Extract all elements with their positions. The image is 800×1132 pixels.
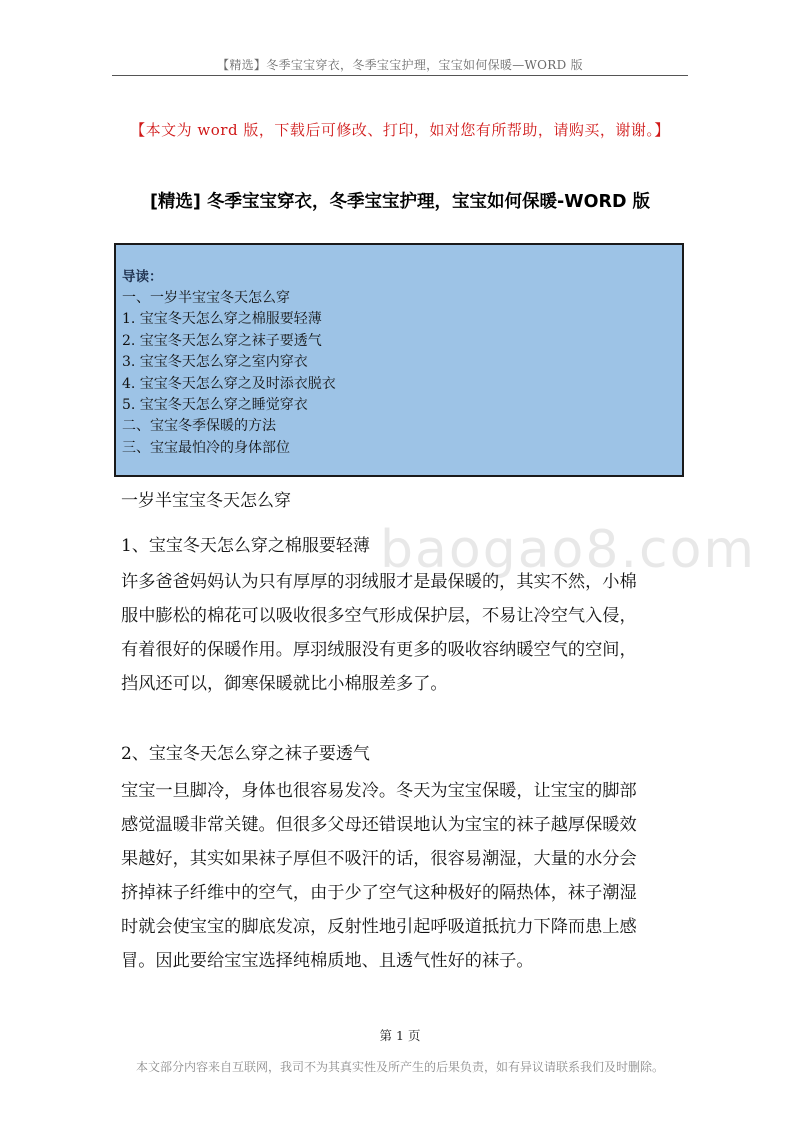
paragraph-line: 服中膨松的棉花可以吸收很多空气形成保护层，不易让冷空气入侵， [121, 606, 637, 626]
watermark: baogao8.com [380, 520, 757, 580]
subsection-heading: 2、宝宝冬天怎么穿之袜子要透气 [121, 744, 370, 764]
guide-item: 一、一岁半宝宝冬天怎么穿 [122, 290, 290, 306]
paragraph-line: 感觉温暖非常关键。但很多父母还错误地认为宝宝的袜子越厚保暖效 [121, 815, 637, 835]
subsection-heading: 1、宝宝冬天怎么穿之棉服要轻薄 [121, 536, 370, 556]
section-heading: 一岁半宝宝冬天怎么穿 [121, 491, 291, 511]
header-rule [112, 75, 688, 76]
guide-item: 三、宝宝最怕冷的身体部位 [122, 439, 290, 456]
guide-item: 2. 宝宝冬天怎么穿之袜子要透气 [122, 332, 322, 349]
paragraph-line: 宝宝一旦脚冷，身体也很容易发冷。冬天为宝宝保暖，让宝宝的脚部 [121, 781, 637, 801]
footer-disclaimer: 本文部分内容来自互联网，我司不为其真实性及所产生的后果负责，如有异议请联系我们及时删除。 [135, 1060, 664, 1074]
paragraph [121, 565, 691, 701]
guide-item: 4. 宝宝冬天怎么穿之及时添衣脱衣 [122, 375, 336, 392]
guide-item: 1. 宝宝冬天怎么穿之棉服要轻薄 [122, 311, 322, 328]
paragraph-line: 许多爸爸妈妈认为只有厚厚的羽绒服才是最保暖的，其实不然，小棉 [121, 572, 637, 592]
guide-item: 3. 宝宝冬天怎么穿之室内穿衣 [122, 354, 308, 371]
guide-item: 二、宝宝冬季保暖的方法 [122, 418, 276, 435]
paragraph [121, 774, 691, 978]
guide-heading: 导读： [122, 269, 163, 285]
running-header: 【精选】冬季宝宝穿衣，冬季宝宝护理，宝宝如何保暖—WORD 版 [217, 58, 583, 72]
purchase-notice: 【本文为 word 版，下载后可修改、打印，如对您有所帮助，请购买，谢谢。】 [130, 121, 670, 139]
paragraph-line: 冒。因此要给宝宝选择纯棉质地、且透气性好的袜子。 [121, 951, 534, 971]
paragraph-line: 时就会使宝宝的脚底发凉，反射性地引起呼吸道抵抗力下降而患上感 [121, 917, 637, 937]
paragraph-line: 果越好，其实如果袜子厚但不吸汗的话，很容易潮湿，大量的水分会 [121, 849, 637, 869]
paragraph-line: 有着很好的保暖作用。厚羽绒服没有更多的吸收容纳暖空气的空间， [121, 640, 637, 660]
paragraph-line: 挡风还可以，御寒保暖就比小棉服差多了。 [121, 674, 448, 694]
paragraph-line: 挤掉袜子纤维中的空气，由于少了空气这种极好的隔热体，袜子潮湿 [121, 883, 637, 903]
page-number: 第 1 页 [379, 1028, 421, 1043]
guide-item: 5. 宝宝冬天怎么穿之睡觉穿衣 [122, 396, 308, 413]
document-title: [精选] 冬季宝宝穿衣，冬季宝宝护理，宝宝如何保暖-WORD 版 [149, 192, 651, 212]
guide-box [114, 243, 684, 477]
